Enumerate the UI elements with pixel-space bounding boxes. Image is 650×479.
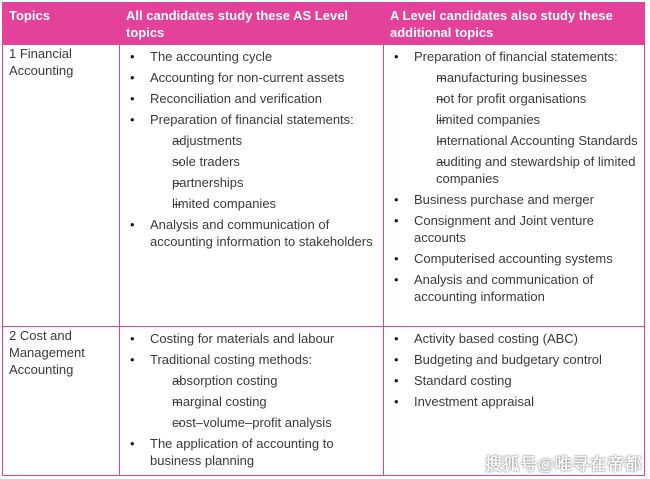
a-topics-cell bbox=[384, 45, 645, 327]
list-item-label: Traditional costing methods: bbox=[150, 352, 313, 367]
list-item: • Analysis and communication of accounting information bbox=[390, 271, 638, 305]
sub-list-item-label: not for profit organisations bbox=[436, 91, 587, 106]
as-topics-cell bbox=[120, 327, 384, 476]
list-item: • Costing for materials and labour bbox=[126, 330, 377, 347]
topic-cell: 1 Financial Accounting bbox=[3, 45, 120, 327]
list-item: • Budgeting and budgetary control bbox=[390, 351, 638, 368]
list-item: • Standard costing bbox=[390, 372, 638, 389]
sub-list-item bbox=[150, 132, 377, 149]
list-item bbox=[390, 48, 638, 187]
list-item-label: Preparation of financial statements: bbox=[414, 49, 618, 64]
sub-list-item-label: International Accounting Standards bbox=[436, 133, 638, 148]
topic-cell: 2 Cost and Management Accounting bbox=[3, 327, 120, 476]
as-topics-cell bbox=[120, 45, 384, 327]
header-a-level: A Level candidates also study these additional topics bbox=[384, 3, 645, 45]
list-item bbox=[126, 111, 377, 212]
syllabus-table bbox=[2, 2, 645, 476]
sub-list-item-label: marginal costing bbox=[172, 394, 267, 409]
sub-list-item bbox=[150, 174, 377, 191]
table-row bbox=[3, 45, 645, 327]
header-row bbox=[3, 3, 645, 45]
sub-list-item bbox=[414, 153, 638, 187]
list-item: • The accounting cycle bbox=[126, 48, 377, 65]
sub-list-item bbox=[150, 393, 377, 410]
list-item: • Reconciliation and verification bbox=[126, 90, 377, 107]
list-item: • Accounting for non-current assets bbox=[126, 69, 377, 86]
watermark: 搜狐号@唯寻在帝都 bbox=[484, 455, 642, 474]
sub-list-item-label: absorption costing bbox=[172, 373, 278, 388]
sub-list-item bbox=[150, 195, 377, 212]
list-item: • Analysis and communication of accounting information to stakeholders bbox=[126, 216, 377, 250]
sub-list-item-label: partnerships bbox=[172, 175, 244, 190]
list-item: • Activity based costing (ABC) bbox=[390, 330, 638, 347]
sub-list-item bbox=[414, 111, 638, 128]
sub-list-item bbox=[414, 132, 638, 149]
list-item-label: Preparation of financial statements: bbox=[150, 112, 354, 127]
sub-list-item bbox=[414, 69, 638, 86]
sub-list-item-label: limited companies bbox=[172, 196, 277, 211]
header-as-level: All candidates study these AS Level topics bbox=[120, 3, 384, 45]
sub-list-item-label: cost–volume–profit analysis bbox=[172, 415, 332, 430]
sub-list-item bbox=[150, 372, 377, 389]
list-item: • Investment appraisal bbox=[390, 393, 638, 410]
list-item: • Business purchase and merger bbox=[390, 191, 638, 208]
list-item: • The application of accounting to business planning bbox=[126, 435, 377, 469]
sub-list-item bbox=[414, 90, 638, 107]
sub-list-item-label: manufacturing businesses bbox=[436, 70, 588, 85]
header-topics: Topics bbox=[3, 3, 120, 45]
sub-list-item-label: auditing and stewardship of limited companies bbox=[436, 154, 636, 186]
list-item: • Consignment and Joint venture accounts bbox=[390, 212, 638, 246]
list-item: • Computerised accounting systems bbox=[390, 250, 638, 267]
list-item bbox=[126, 351, 377, 431]
sub-list-item bbox=[150, 414, 377, 431]
sub-list-item-label: sole traders bbox=[172, 154, 240, 169]
sub-list-item bbox=[150, 153, 377, 170]
sub-list-item-label: adjustments bbox=[172, 133, 243, 148]
sub-list-item-label: limited companies bbox=[436, 112, 541, 127]
